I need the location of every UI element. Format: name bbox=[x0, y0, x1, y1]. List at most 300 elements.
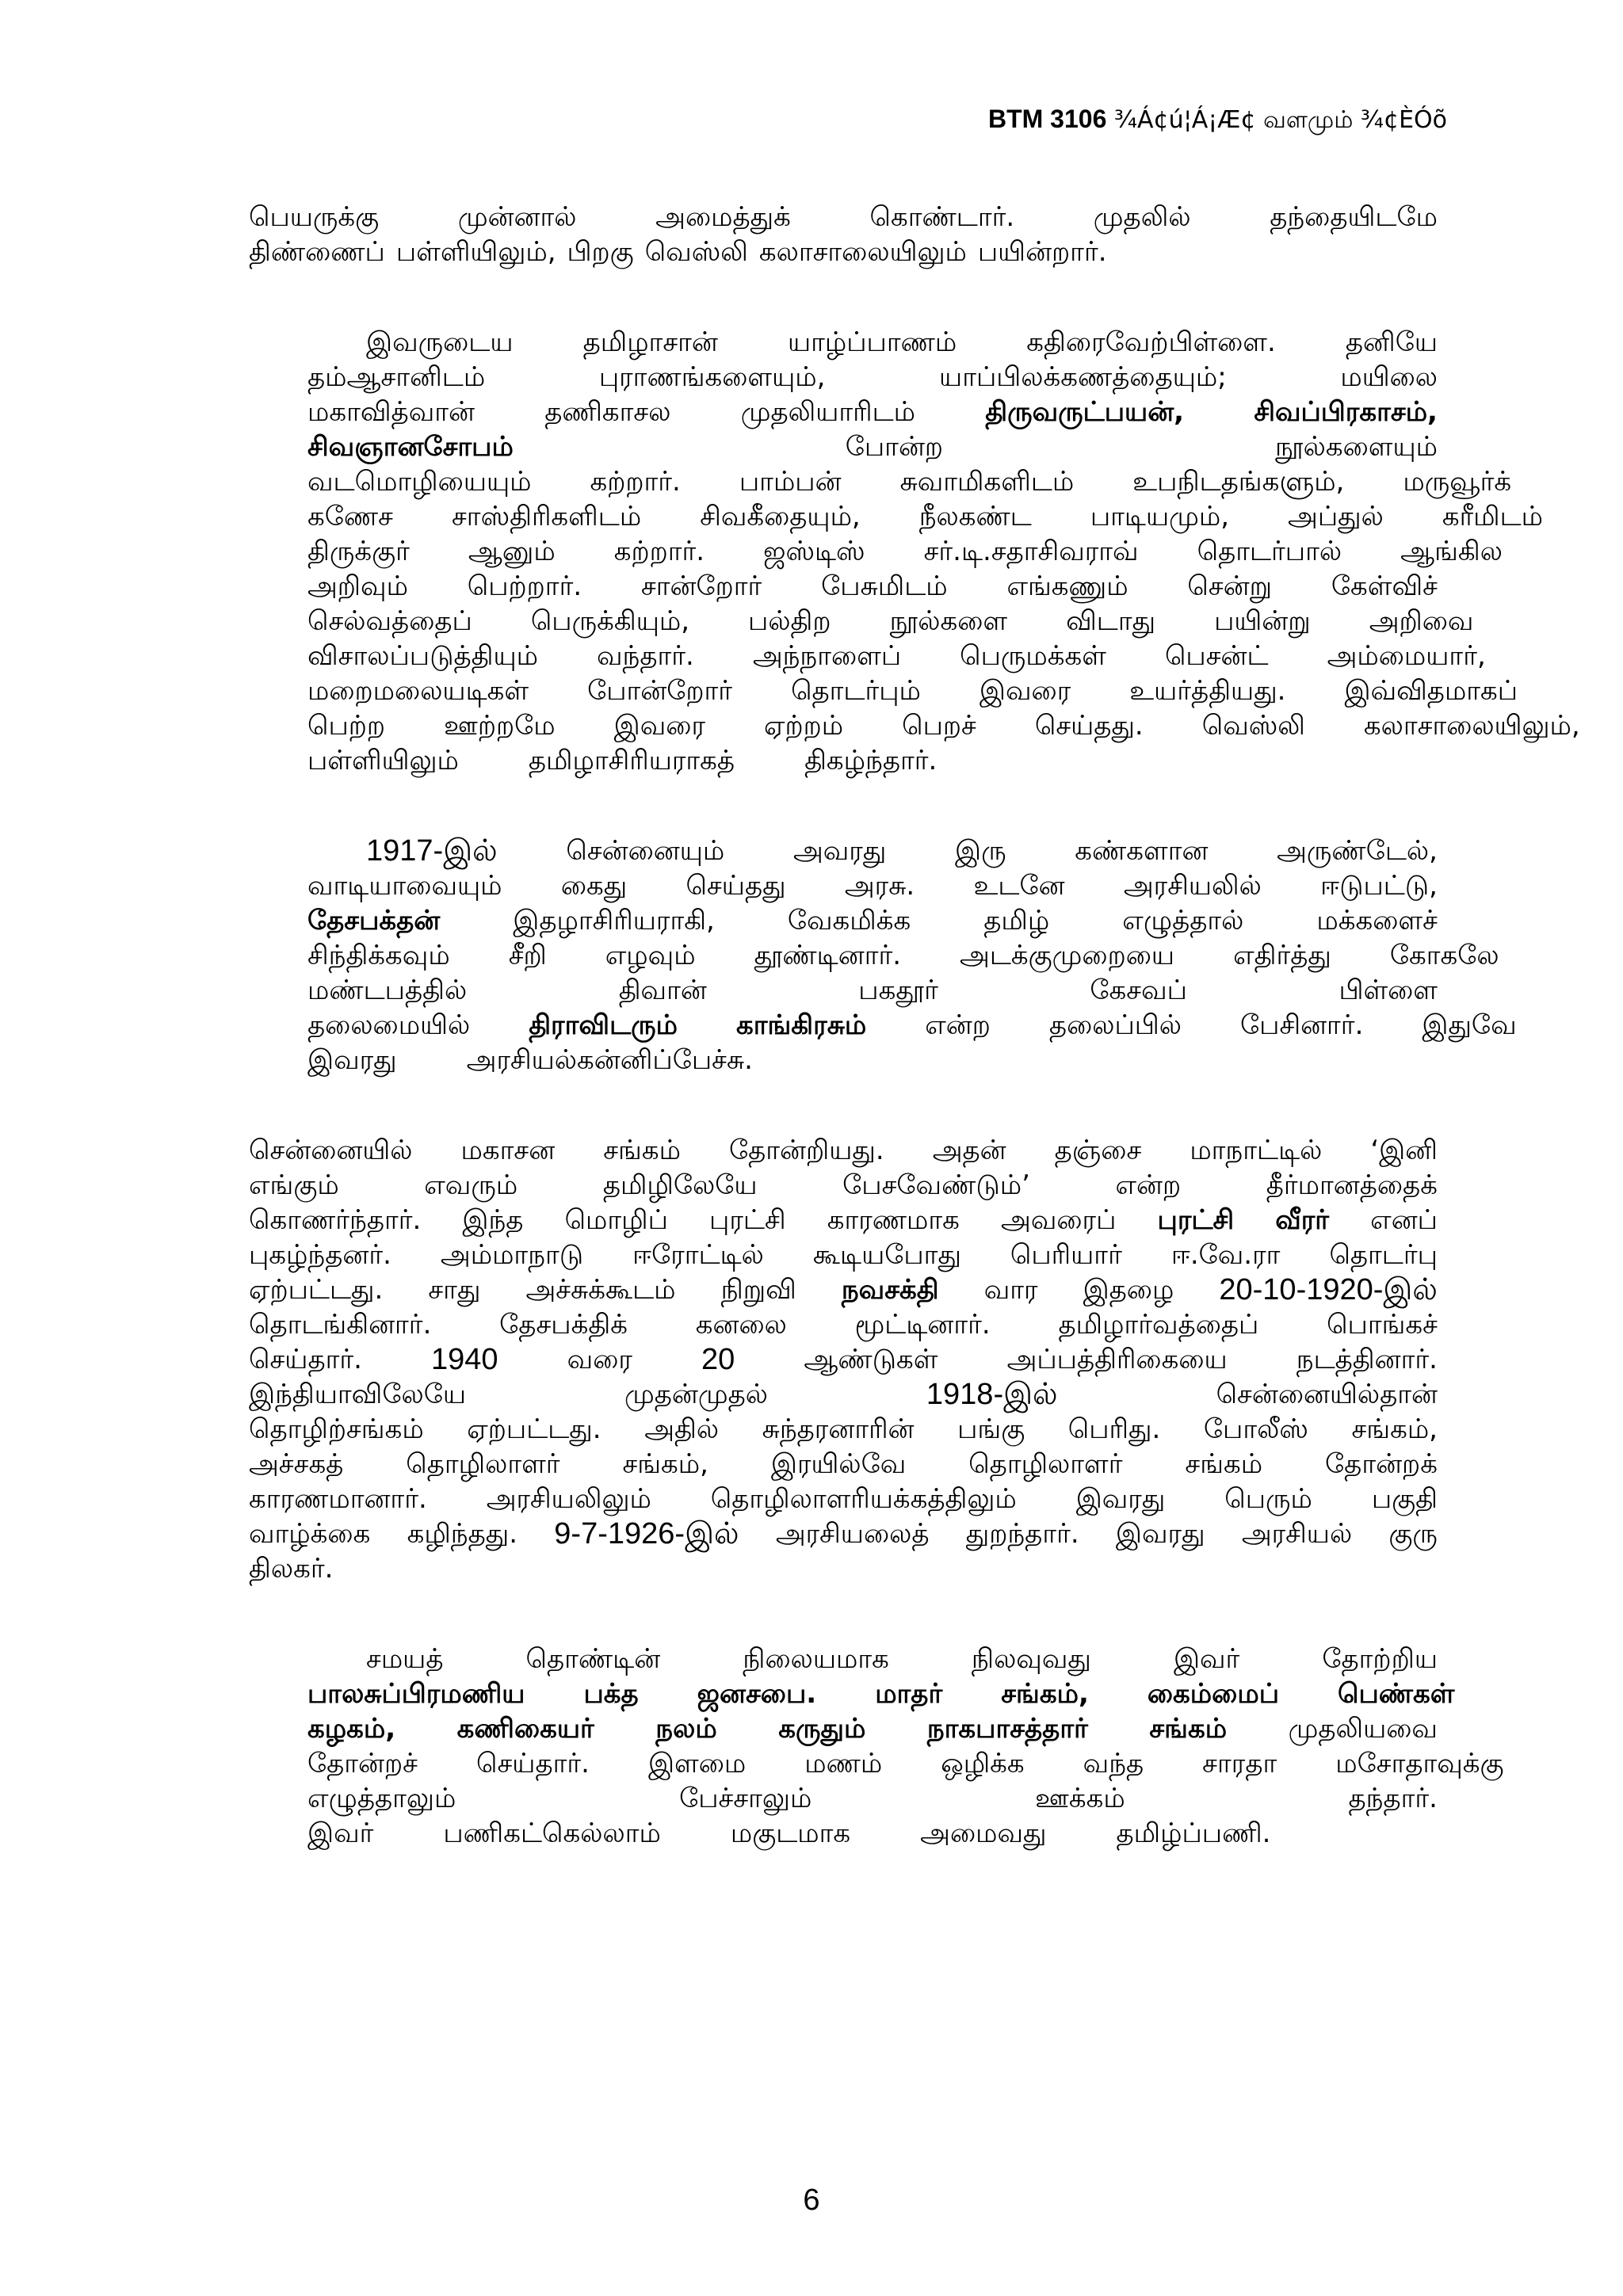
text-line bbox=[249, 1412, 1438, 1447]
word: தொழிற்சங்கம் bbox=[249, 1413, 424, 1445]
text-line bbox=[249, 1008, 1517, 1043]
word: அப்பத்திரிகையை bbox=[1006, 1344, 1228, 1375]
word: கற்றார். bbox=[590, 466, 681, 498]
word: எதிர்த்து bbox=[1233, 940, 1331, 971]
word: பாம்பன் bbox=[739, 466, 842, 498]
word: நிலையமாக bbox=[743, 1643, 889, 1675]
word: பெருக்கியும், bbox=[530, 605, 690, 637]
bold-word: தேசபக்தன் bbox=[307, 905, 441, 936]
word: பெரியார் bbox=[1010, 1239, 1122, 1271]
word: தோற்றிய bbox=[1322, 1643, 1438, 1675]
text-line bbox=[249, 534, 1503, 569]
word: அமைவது bbox=[920, 1817, 1047, 1849]
word: முதலியவை bbox=[1288, 1713, 1438, 1745]
bold-word: நலம் bbox=[655, 1713, 717, 1745]
word: பயின்றார். bbox=[977, 236, 1107, 268]
word: 20-10-1920-இல் bbox=[1219, 1273, 1438, 1306]
word: இதழாசிரியராகி, bbox=[513, 905, 715, 936]
word: சென்னையில்தான் bbox=[1216, 1379, 1438, 1410]
text-line bbox=[249, 1551, 1438, 1586]
word: ஈ.வே.ரா bbox=[1170, 1239, 1281, 1271]
bold-word: திராவிடரும் bbox=[529, 1009, 678, 1041]
text-line bbox=[249, 973, 1438, 1008]
course-title-part-2: வளமும் bbox=[1263, 106, 1354, 134]
word: தீர்மானத்தைக் bbox=[1266, 1169, 1438, 1201]
word: பள்ளியிலும் bbox=[307, 745, 459, 776]
word: கைது bbox=[560, 870, 628, 902]
word: ஏற்றம் bbox=[764, 710, 844, 742]
bold-word: பெண்கள் bbox=[1338, 1678, 1455, 1710]
bold-word: மாதர் bbox=[875, 1678, 943, 1710]
word: பெசன்ட் bbox=[1164, 640, 1269, 672]
word: பெற்றார். bbox=[467, 570, 582, 602]
word: யாழ்ப்பாணம் bbox=[787, 326, 957, 358]
text-line bbox=[249, 1307, 1438, 1342]
word: செய்தது. bbox=[1034, 710, 1144, 742]
word: அப்துல் bbox=[1288, 501, 1384, 532]
word: பெறச் bbox=[902, 710, 976, 742]
word: விசாலப்படுத்தியும் bbox=[307, 640, 538, 672]
text-line bbox=[249, 1272, 1438, 1307]
word: ஊக்கம் bbox=[1035, 1783, 1125, 1814]
paragraph-p3 bbox=[249, 833, 1517, 1077]
word: புகழ்ந்தனர். bbox=[249, 1239, 391, 1271]
word: வாடியாவையும் bbox=[307, 870, 502, 902]
text-line bbox=[249, 499, 1544, 534]
word: கழிந்தது. bbox=[407, 1518, 518, 1550]
word: அருண்டேல், bbox=[1277, 835, 1438, 867]
text-line bbox=[249, 1642, 1438, 1676]
text-line bbox=[249, 360, 1438, 395]
word: எங்கணும் bbox=[1006, 570, 1128, 602]
word: இவரது bbox=[307, 1044, 397, 1076]
word: நீலகண்ட bbox=[918, 501, 1032, 532]
word: ஆங்கில bbox=[1400, 536, 1503, 567]
word: இவரை bbox=[613, 710, 706, 742]
word: பெரிது. bbox=[1067, 1413, 1161, 1445]
word: செல்வத்தைப் bbox=[307, 605, 472, 637]
text-line bbox=[249, 868, 1438, 903]
bold-word: காங்கிரசும் bbox=[736, 1009, 867, 1041]
text-line bbox=[249, 325, 1438, 360]
word: என்ற bbox=[925, 1009, 991, 1041]
word: போன்றோர் bbox=[587, 675, 733, 707]
word: மாநாட்டில் bbox=[1190, 1135, 1323, 1166]
text-line bbox=[249, 673, 1518, 708]
word: தோன்றக் bbox=[1325, 1448, 1438, 1480]
word: காரணமாக bbox=[827, 1204, 960, 1236]
word: பணிகட்கெல்லாம் bbox=[443, 1817, 661, 1849]
word: தொழிலாளர் bbox=[406, 1448, 560, 1480]
word: முதலியாரிடம் bbox=[740, 396, 916, 428]
word: பொங்கச் bbox=[1327, 1309, 1438, 1341]
word: உடனே bbox=[973, 870, 1065, 902]
word: பெரும் bbox=[1224, 1483, 1312, 1515]
word: கனலை bbox=[695, 1309, 787, 1341]
word: தமிழாசான் bbox=[582, 326, 718, 358]
word: ஏற்பட்டது. bbox=[249, 1274, 384, 1306]
word: அந்நாளைப் bbox=[752, 640, 902, 672]
word: சான்றோர் bbox=[640, 570, 762, 602]
bold-word: கழகம், bbox=[307, 1713, 396, 1745]
word: இவரது bbox=[1115, 1518, 1205, 1550]
word: முதலில் bbox=[1093, 201, 1191, 233]
word: இவரது bbox=[1075, 1483, 1166, 1515]
word: தந்தையிடமே bbox=[1270, 201, 1438, 233]
word: தொண்டின் bbox=[525, 1643, 661, 1675]
word: அரசியலைத் bbox=[775, 1518, 930, 1550]
word: பயின்று bbox=[1214, 605, 1311, 637]
word: பங்கு bbox=[957, 1413, 1025, 1445]
word: தம்ஆசானிடம் bbox=[307, 361, 486, 393]
page-header bbox=[988, 105, 1447, 137]
word: துறந்தார். bbox=[965, 1518, 1079, 1550]
page-number: 6 bbox=[803, 2183, 820, 2217]
word: மண்டபத்தில் bbox=[307, 974, 468, 1006]
word: 9-7-1926-இல் bbox=[554, 1517, 739, 1550]
word: மக்களைச் bbox=[1316, 905, 1438, 936]
text-line bbox=[249, 1711, 1438, 1746]
word: இதுவே bbox=[1422, 1009, 1517, 1041]
bold-word: ஜனசபை. bbox=[697, 1678, 817, 1710]
word: திண்ணைப் bbox=[249, 236, 385, 268]
word: எழுத்தால் bbox=[1122, 905, 1244, 936]
word: பல்திற bbox=[748, 605, 831, 637]
word: பகுதி bbox=[1371, 1483, 1438, 1515]
word: இந்த bbox=[462, 1204, 524, 1236]
word: தொடர்பால் bbox=[1197, 536, 1342, 567]
word: பெருமக்கள் bbox=[960, 640, 1106, 672]
word: மகாசன bbox=[460, 1135, 556, 1166]
word: இளமை bbox=[647, 1748, 747, 1779]
word: மூட்டினார். bbox=[854, 1309, 991, 1341]
word: விடாது bbox=[1066, 605, 1156, 637]
word: தோன்றியது. bbox=[728, 1135, 884, 1166]
word: இவர் bbox=[1173, 1643, 1240, 1675]
word: 20 bbox=[701, 1343, 735, 1376]
word: பெயருக்கு bbox=[249, 201, 380, 233]
word: இரு bbox=[955, 835, 1006, 867]
bold-word: வீரர் bbox=[1275, 1204, 1330, 1236]
text-line bbox=[249, 1043, 1438, 1077]
text-line bbox=[249, 708, 1580, 743]
word: புராணங்களையும், bbox=[598, 361, 826, 393]
word: அவரது bbox=[792, 835, 887, 867]
word: சங்கம், bbox=[1351, 1413, 1438, 1445]
word: அடக்குமுறையை bbox=[960, 940, 1175, 971]
text-line bbox=[249, 1168, 1438, 1203]
word: அரசியலிலும் bbox=[486, 1483, 651, 1515]
text-line bbox=[249, 1203, 1438, 1238]
text-line bbox=[249, 235, 1438, 269]
word: மொழிப் bbox=[564, 1204, 668, 1236]
text-line bbox=[249, 743, 1438, 778]
word: உயர்த்தியது. bbox=[1129, 675, 1286, 707]
word: உபநிடதங்களும், bbox=[1132, 466, 1345, 498]
word: திலகர். bbox=[249, 1553, 334, 1585]
text-line bbox=[249, 1482, 1438, 1516]
word: சிந்திக்கவும் bbox=[307, 940, 450, 971]
word: தலைமையில் bbox=[307, 1009, 471, 1041]
word: 1917-இல் bbox=[366, 834, 498, 868]
word: கதிரைவேற்பிள்ளை. bbox=[1026, 326, 1276, 358]
text-line bbox=[249, 903, 1438, 938]
text-line bbox=[249, 569, 1438, 604]
bold-word: கணிகையர் bbox=[456, 1713, 594, 1745]
word: சங்கம் bbox=[603, 1135, 681, 1166]
word: மறைமலையடிகள் bbox=[307, 675, 529, 707]
word: வேகமிக்க bbox=[787, 905, 911, 936]
word: பேசுமிடம் bbox=[821, 570, 948, 602]
word: எழவும் bbox=[605, 940, 696, 971]
page-body bbox=[249, 200, 1580, 1906]
word: சமயத் bbox=[366, 1643, 444, 1675]
word: தொடர்பும் bbox=[791, 675, 921, 707]
word: பள்ளியிலும், bbox=[395, 236, 556, 268]
word: தோன்றச் bbox=[307, 1748, 418, 1779]
word: பாடியமும், bbox=[1090, 501, 1230, 532]
word: எங்கும் bbox=[249, 1169, 339, 1201]
word: அதன் bbox=[932, 1135, 1006, 1166]
course-code: BTM 3106 bbox=[987, 105, 1107, 133]
word: ஈடுபட்டு, bbox=[1320, 870, 1438, 902]
bold-word: கருதும் bbox=[778, 1713, 866, 1745]
text-line bbox=[249, 429, 1438, 464]
word: இந்தியாவிலேயே bbox=[249, 1379, 466, 1410]
word: வார bbox=[983, 1274, 1038, 1306]
word: 1940 bbox=[431, 1343, 498, 1376]
word: மகுடமாக bbox=[730, 1817, 851, 1849]
bold-word: நாகபாசத்தார் bbox=[926, 1713, 1088, 1745]
word: அச்சகத் bbox=[249, 1448, 344, 1480]
word: போன்ற bbox=[845, 431, 944, 463]
text-line bbox=[249, 1133, 1438, 1168]
course-title-part-3: ¾¢ÈÓõ bbox=[1360, 106, 1447, 134]
word: நடத்தினார். bbox=[1296, 1344, 1438, 1375]
word: பேசவேண்டும்’ bbox=[842, 1169, 1030, 1201]
paragraph-p1 bbox=[249, 200, 1438, 269]
word: சாஸ்திரிகளிடம் bbox=[451, 501, 642, 532]
word: கரீமிடம் bbox=[1442, 501, 1544, 532]
word: ஒழிக்க bbox=[941, 1748, 1025, 1779]
word: கேசவப் bbox=[1090, 974, 1187, 1006]
word: முதன்முதல் bbox=[624, 1379, 768, 1410]
word: அவரைப் bbox=[1001, 1204, 1117, 1236]
word: தூண்டினார். bbox=[754, 940, 902, 971]
word: சுவாமிகளிடம் bbox=[899, 466, 1075, 498]
text-line bbox=[249, 395, 1438, 429]
paragraph-p2 bbox=[249, 325, 1580, 778]
course-title-part-1: ¾Á¢ú¦Á¡Æ¢ bbox=[1113, 106, 1256, 134]
word: நூல்களையும் bbox=[1274, 431, 1438, 463]
word: மசோதாவுக்கு bbox=[1335, 1748, 1504, 1779]
word: சர்.டி.சதாசிவராவ் bbox=[923, 536, 1139, 567]
word: அரசியல்கன்னிப்பேச்சு. bbox=[466, 1044, 753, 1076]
word: மகாவித்வான் bbox=[307, 396, 475, 428]
word: சுந்தரனாரின் bbox=[762, 1413, 915, 1445]
word: சாது bbox=[428, 1274, 481, 1306]
bold-word: சிவஞானசோபம் bbox=[307, 431, 514, 463]
word: செய்தார். bbox=[249, 1344, 362, 1375]
word: சாரதா bbox=[1202, 1748, 1277, 1779]
word: எனப் bbox=[1370, 1204, 1438, 1236]
word: அம்மையார், bbox=[1327, 640, 1486, 672]
word: என்ற bbox=[1115, 1169, 1182, 1201]
word: தஞ்சை bbox=[1054, 1135, 1142, 1166]
word: நிறுவி bbox=[720, 1274, 796, 1306]
word: தணிகாசல bbox=[544, 396, 671, 428]
text-line bbox=[249, 833, 1438, 868]
text-line bbox=[249, 938, 1499, 973]
word: வடமொழியையும் bbox=[307, 466, 532, 498]
word: திவான் bbox=[618, 974, 707, 1006]
bold-word: திருவருட்பயன், bbox=[985, 396, 1185, 428]
word: சென்று bbox=[1187, 570, 1273, 602]
word: சங்கம் bbox=[1185, 1448, 1263, 1480]
word: இரயில்வே bbox=[770, 1448, 907, 1480]
word: யாப்பிலக்கணத்தையும்; bbox=[939, 361, 1227, 393]
word: நூல்களை bbox=[889, 605, 1008, 637]
word: கொணர்ந்தார். bbox=[249, 1204, 422, 1236]
text-line bbox=[249, 464, 1512, 499]
word: ஈரோட்டில் bbox=[632, 1239, 764, 1271]
word: அதில் bbox=[644, 1413, 720, 1445]
text-line bbox=[249, 1342, 1438, 1377]
text-line bbox=[249, 1816, 1438, 1851]
bold-word: கைம்மைப் bbox=[1147, 1678, 1279, 1710]
word: அறிவை bbox=[1369, 605, 1474, 637]
word: அறிவும் bbox=[307, 570, 408, 602]
text-line bbox=[249, 1781, 1438, 1816]
word: முன்னால் bbox=[457, 201, 577, 233]
bold-word: சங்கம் bbox=[1149, 1713, 1228, 1745]
word: செய்தார். bbox=[476, 1748, 590, 1779]
word: ஜஸ்டிஸ் bbox=[763, 536, 865, 567]
word: எவரும் bbox=[424, 1169, 518, 1201]
bold-word: புரட்சி bbox=[1157, 1204, 1235, 1236]
word: இவர் bbox=[307, 1817, 374, 1849]
word: செய்தது bbox=[685, 870, 786, 902]
word: தனியே bbox=[1345, 326, 1438, 358]
word: தமிழாசிரியராகத் bbox=[528, 745, 735, 776]
text-line bbox=[249, 604, 1474, 639]
word: ஆண்டுகள் bbox=[804, 1344, 938, 1375]
word: கணேச bbox=[307, 501, 393, 532]
word: வரை bbox=[567, 1344, 632, 1375]
word: ‘இனி bbox=[1370, 1135, 1438, 1166]
word: பெற்ற bbox=[307, 710, 386, 742]
word: பேச்சாலும் bbox=[679, 1783, 812, 1814]
word: பேசினார். bbox=[1240, 1009, 1364, 1041]
word: நிலவுவது bbox=[971, 1643, 1091, 1675]
word: வந்த bbox=[1083, 1748, 1144, 1779]
word: தமிழிலேயே bbox=[602, 1169, 758, 1201]
word: சீறி bbox=[508, 940, 547, 971]
word: 1918-இல் bbox=[926, 1378, 1058, 1411]
word: புரட்சி bbox=[709, 1204, 786, 1236]
text-line bbox=[249, 639, 1486, 673]
word: தொடர்பு bbox=[1329, 1239, 1438, 1271]
word: தொழிலாளர் bbox=[968, 1448, 1123, 1480]
word: சென்னையில் bbox=[249, 1135, 413, 1166]
text-line bbox=[249, 1676, 1455, 1711]
word: சங்கம், bbox=[622, 1448, 708, 1480]
text-line bbox=[249, 1377, 1438, 1412]
word: தமிழ்ப்பணி. bbox=[1116, 1817, 1271, 1849]
paragraph-p4 bbox=[249, 1133, 1438, 1586]
word: தமிழ் bbox=[983, 905, 1050, 936]
word: ஆனும் bbox=[468, 536, 556, 567]
word: போலீஸ் bbox=[1203, 1413, 1308, 1445]
bold-word: பாலசுப்பிரமணிய bbox=[307, 1678, 525, 1710]
word: குரு bbox=[1388, 1518, 1438, 1550]
word: தேசபக்திக் bbox=[499, 1309, 628, 1341]
word: அமைத்துக் bbox=[655, 201, 791, 233]
word: வெஸ்லி bbox=[1201, 710, 1305, 742]
paragraph-p5 bbox=[249, 1642, 1504, 1851]
word: கலாசாலையிலும் bbox=[758, 236, 967, 268]
word: கலாசாலையிலும், bbox=[1363, 710, 1580, 742]
word: கண்களான bbox=[1075, 835, 1209, 867]
word: ஏற்பட்டது. bbox=[467, 1413, 601, 1445]
word: இவரை bbox=[979, 675, 1071, 707]
word: பிள்ளை bbox=[1338, 974, 1438, 1006]
word: அரசியல் bbox=[1241, 1518, 1353, 1550]
word: திருக்குர் bbox=[307, 536, 410, 567]
word: இவருடைய bbox=[366, 326, 514, 358]
word: கொண்டார். bbox=[869, 201, 1015, 233]
word: சிவகீதையும், bbox=[700, 501, 861, 532]
word: ஊற்றமே bbox=[444, 710, 556, 742]
bold-word: நவசக்தி bbox=[841, 1274, 939, 1306]
word: அச்சுக்கூடம் bbox=[525, 1274, 676, 1306]
word: கூடியபோது bbox=[812, 1239, 961, 1271]
word: இவ்விதமாகப் bbox=[1344, 675, 1518, 707]
text-line bbox=[249, 1516, 1438, 1551]
word: வாழ்க்கை bbox=[249, 1518, 371, 1550]
word: இதழை bbox=[1083, 1274, 1174, 1306]
word: அரசு. bbox=[844, 870, 915, 902]
word: மருவூர்க் bbox=[1403, 466, 1512, 498]
word: தொழிலாளரியக்கத்திலும் bbox=[710, 1483, 1017, 1515]
word: தொடங்கினார். bbox=[249, 1309, 432, 1341]
bold-word: பக்த bbox=[583, 1678, 639, 1710]
word: மணம் bbox=[804, 1748, 883, 1779]
word: திகழ்ந்தார். bbox=[804, 745, 938, 776]
bold-word: சிவப்பிரகாசம், bbox=[1254, 396, 1438, 428]
word: தமிழார்வத்தைப் bbox=[1058, 1309, 1259, 1341]
word: கற்றார். bbox=[613, 536, 705, 567]
word: வந்தார். bbox=[596, 640, 694, 672]
word: கோகலே bbox=[1389, 940, 1499, 971]
text-line bbox=[249, 200, 1438, 235]
word: சென்னையும் bbox=[566, 835, 725, 867]
bold-word: சங்கம், bbox=[1001, 1678, 1089, 1710]
word: பிறகு bbox=[567, 236, 634, 268]
word: காரணமானார். bbox=[249, 1483, 427, 1515]
word: எழுத்தாலும் bbox=[307, 1783, 456, 1814]
word: தலைப்பில் bbox=[1048, 1009, 1182, 1041]
word: பகதூர் bbox=[858, 974, 938, 1006]
word: அரசியலில் bbox=[1123, 870, 1262, 902]
text-line bbox=[249, 1447, 1438, 1482]
word: மயிலை bbox=[1340, 361, 1438, 393]
text-line bbox=[249, 1746, 1504, 1781]
word: வெஸ்லி bbox=[644, 236, 748, 268]
text-line bbox=[249, 1238, 1438, 1272]
word: தந்தார். bbox=[1348, 1783, 1438, 1814]
word: கேள்விச் bbox=[1331, 570, 1438, 602]
